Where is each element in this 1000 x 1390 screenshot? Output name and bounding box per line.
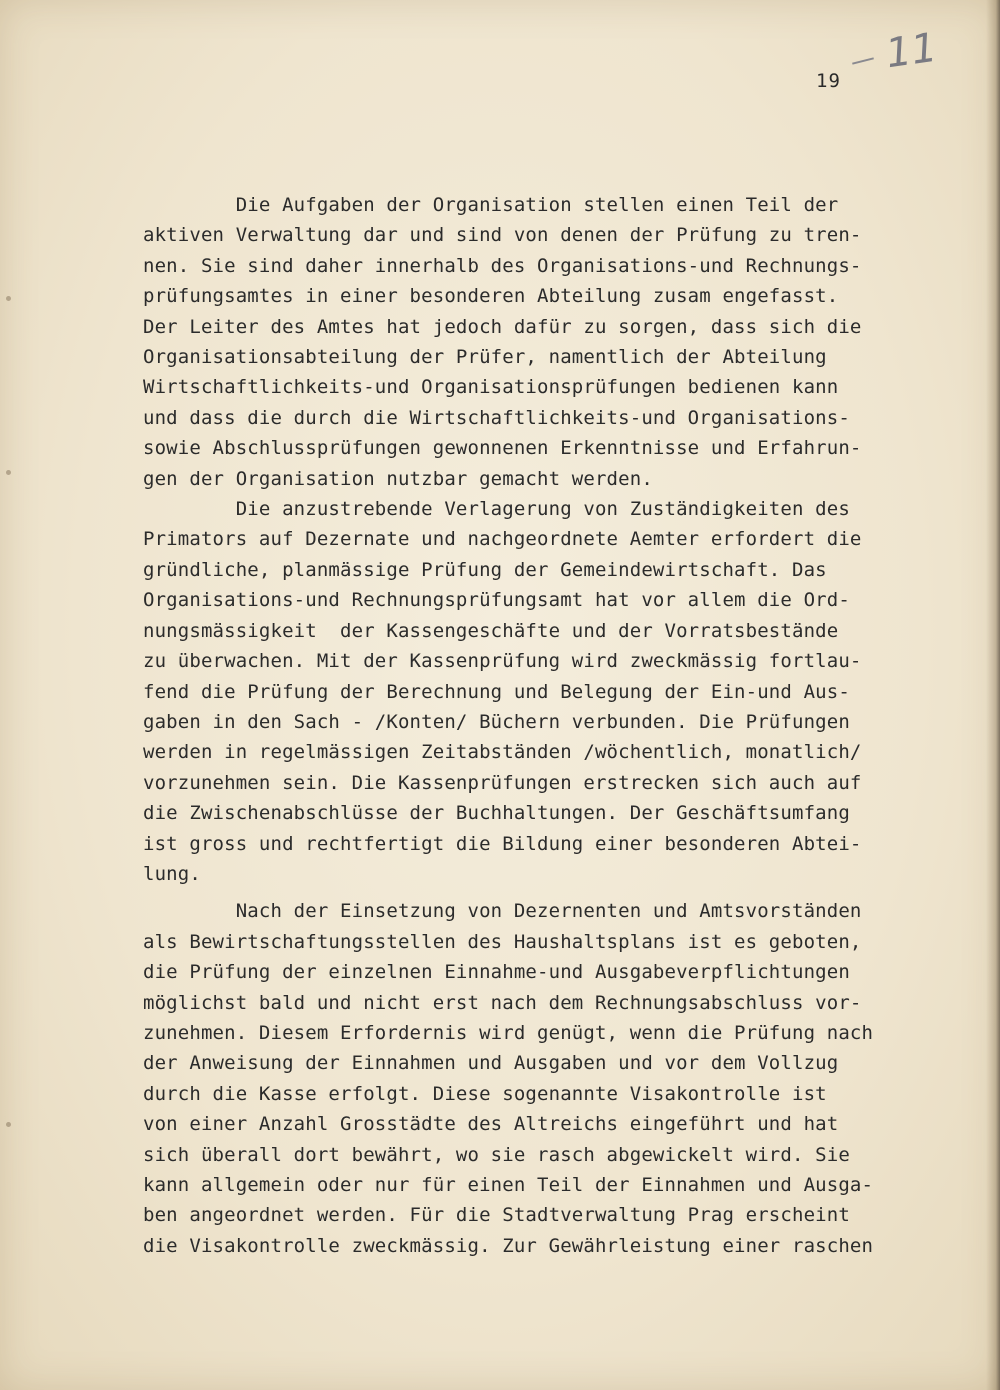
text-line: und dass die durch die Wirtschaftlichkeits-und Organisations- (143, 406, 850, 429)
text-line: lung. (143, 862, 201, 885)
text-line: nen. Sie sind daher innerhalb des Organisations-und Rechnungs- (143, 254, 862, 277)
text-line: der Anweisung der Einnahmen und Ausgaben und vor dem Vollzug (143, 1052, 839, 1075)
text-line: zu überwachen. Mit der Kassenprüfung wird zweckmässig fortlau- (143, 650, 862, 673)
text-line: werden in regelmässigen Zeitabständen /wöchentlich, monatlich/ (143, 741, 862, 764)
text-line: möglichst bald und nicht erst nach dem Rechnungsabschluss vor- (143, 991, 862, 1014)
text-line: gaben in den Sach - /Konten/ Büchern verbunden. Die Prüfungen (143, 710, 850, 733)
text-line: aktiven Verwaltung dar und sind von denen der Prüfung zu tren- (143, 224, 862, 247)
text-line: nungsmässigkeit der Kassengeschäfte und der Vorratsbestände (143, 619, 839, 642)
text-line: kann allgemein oder nur für einen Teil der Einnahmen und Ausga- (143, 1174, 874, 1196)
text-line: die Zwischenabschlüsse der Buchhaltungen. Der Geschäftsumfang (143, 802, 850, 825)
text-line: prüfungsamtes in einer besonderen Abteilung zusam engefasst. (143, 285, 839, 308)
text-line: gen der Organisation nutzbar gemacht werden. (143, 467, 653, 490)
text-line: Organisations-und Rechnungsprüfungsamt hat vor allem die Ord- (143, 589, 850, 612)
text-line: sich überall dort bewährt, wo sie rasch abgewickelt wird. Sie (143, 1143, 850, 1166)
text-line: als Bewirtschaftungsstellen des Haushaltsplans ist es geboten, (143, 930, 862, 953)
text-line: Der Leiter des Amtes hat jedoch dafür zu sorgen, dass sich die (143, 315, 862, 338)
text-line: die Prüfung der einzelnen Einnahme-und Ausgabeverpflichtungen (143, 961, 850, 984)
text-line: vorzunehmen sein. Die Kassenprüfungen erstrecken sich auch auf (143, 771, 862, 794)
margin-mark (6, 1122, 11, 1127)
page-number: 19 (816, 70, 841, 92)
paragraph-1 (143, 190, 943, 494)
text-line: Die Aufgaben der Organisation stellen einen Teil der (143, 194, 839, 216)
text-line: gründliche, planmässige Prüfung der Gemeindewirtschaft. Das (143, 558, 827, 581)
margin-mark (6, 296, 11, 301)
text-line: durch die Kasse erfolgt. Diese sogenannte Visakontrolle ist (143, 1082, 827, 1105)
text-line: die Visakontrolle zweckmässig. Zur Gewährleistung einer raschen (143, 1234, 874, 1257)
text-line: ist gross und rechtfertigt die Bildung einer besonderen Abtei- (143, 832, 862, 855)
text-line: Wirtschaftlichkeits-und Organisationsprüfungen bedienen kann (143, 376, 839, 399)
text-line: Nach der Einsetzung von Dezernenten und Amtsvorständen (143, 900, 862, 923)
text-line: fend die Prüfung der Berechnung und Belegung der Ein-und Aus- (143, 680, 850, 703)
text-line: sowie Abschlussprüfungen gewonnenen Erkenntnisse und Erfahrun- (143, 437, 862, 460)
page-edge-shadow (986, 0, 1000, 1390)
text-line: zunehmen. Diesem Erfordernis wird genügt, wenn die Prüfung nach (143, 1021, 874, 1044)
text-line: Organisationsabteilung der Prüfer, namentlich der Abteilung (143, 346, 827, 369)
paragraph-3 (143, 896, 943, 1261)
text-line: Die anzustrebende Verlagerung von Zuständigkeiten des (143, 498, 850, 521)
text-line: ben angeordnet werden. Für die Stadtverwaltung Prag erscheint (143, 1204, 850, 1227)
typewritten-body (143, 190, 943, 1261)
text-line: von einer Anzahl Grosstädte des Altreichs eingeführt und hat (143, 1113, 839, 1136)
paragraph-2 (143, 494, 943, 889)
margin-mark (6, 470, 11, 475)
handwritten-archive-number: 11 (883, 24, 940, 78)
text-line: Primators auf Dezernate und nachgeordnete Aemter erfordert die (143, 528, 862, 551)
